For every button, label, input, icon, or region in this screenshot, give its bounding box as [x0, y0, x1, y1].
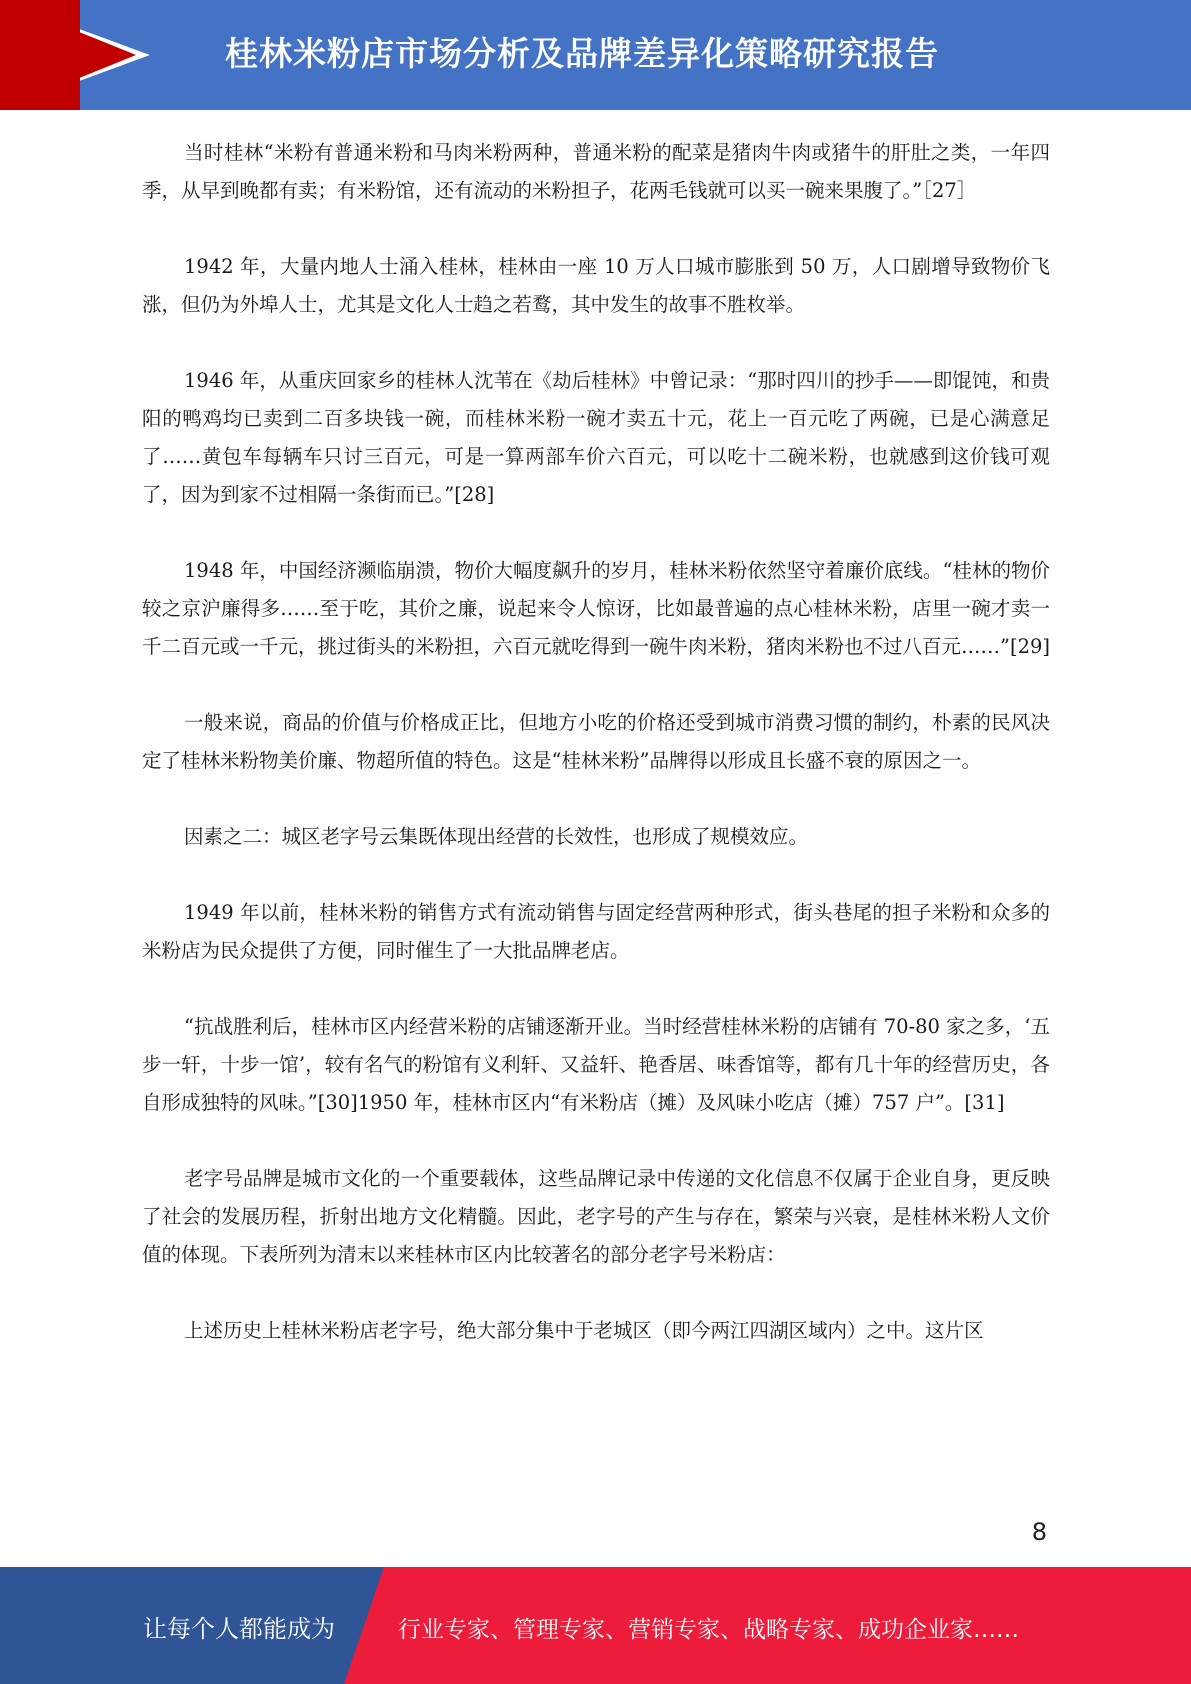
paragraph: 上述历史上桂林米粉店老字号，绝大部分集中于老城区（即今两江四湖区域内）之中。这片区 [184, 1319, 984, 1342]
paragraph: 1948 年，中国经济濒临崩溃，物价大幅度飙升的岁月，桂林米粉依然坚守着廉价底线。“桂林的物价较之京沪廉得多……至于吃，其价之廉，说起来令人惊讶，比如最普遍的点心桂林米粉，店里一碗才卖一千二百元或一千元，挑过街头的米粉担，六百元就吃得到一碗牛肉米粉，猪肉米粉也不过八百元……”[29] [142, 559, 1050, 658]
paragraph: 老字号品牌是城市文化的一个重要载体，这些品牌记录中传递的文化信息不仅属于企业自身，更反映了社会的发展历程，折射出地方文化精髓。因此，老字号的产生与存在，繁荣与兴衰，是桂林米粉人文价值的体现。下表所列为清末以来桂林市区内比较著名的部分老字号米粉店： [142, 1167, 1050, 1266]
page-footer-band [0, 1567, 1191, 1684]
page-header-band [0, 0, 1191, 110]
paragraph: “抗战胜利后，桂林市区内经营米粉的店铺逐渐开业。当时经营桂林米粉的店铺有 70-80 家之多，‘五步一轩，十步一馆’，较有名气的粉馆有义利轩、又益轩、艳香居、味香馆等，都有几十年的经营历史，各自形成独特的风味。”[30]1950 年，桂林市区内“有米粉店（摊）及风味小吃店（摊）757 户”。[31] [142, 1015, 1050, 1114]
document-body [142, 134, 1050, 1388]
paragraph: 1946 年，从重庆回家乡的桂林人沈苇在《劫后桂林》中曾记录：“那时四川的抄手——即馄饨，和贵阳的鸭鸡均已卖到二百多块钱一碗，而桂林米粉一碗才卖五十元，花上一百元吃了两碗，已是心满意足了……黄包车每辆车只讨三百元，可是一算两部车价六百元，可以吃十二碗米粉，也就感到这价钱可观了，因为到家不过相隔一条街而已。”[28] [142, 369, 1050, 506]
paragraph: 因素之二：城区老字号云集既体现出经营的长效性，也形成了规模效应。 [184, 825, 809, 848]
page-number: 8 [1031, 1518, 1047, 1546]
paragraph: 1949 年以前，桂林米粉的销售方式有流动销售与固定经营两种形式，街头巷尾的担子米粉和众多的米粉店为民众提供了方便，同时催生了一大批品牌老店。 [142, 901, 1050, 962]
footer-slogan-left: 让每个人都能成为 [143, 1615, 335, 1643]
paragraph: 当时桂林“米粉有普通米粉和马肉米粉两种，普通米粉的配菜是猪肉牛肉或猪牛的肝肚之类，一年四季，从早到晚都有卖；有米粉馆，还有流动的米粉担子，花两毛钱就可以买一碗来果腹了。”［27］ [142, 141, 1050, 202]
report-title: 桂林米粉店市场分析及品牌差异化策略研究报告 [225, 34, 939, 73]
header-red-block [0, 0, 80, 110]
paragraph: 1942 年，大量内地人士涌入桂林，桂林由一座 10 万人口城市膨胀到 50 万，人口剧增导致物价飞涨，但仍为外埠人士，尤其是文化人士趋之若鹜，其中发生的故事不胜枚举。 [142, 255, 1050, 316]
footer-slogan-right: 行业专家、管理专家、营销专家、战略专家、成功企业家…… [398, 1617, 1019, 1643]
paragraph: 一般来说，商品的价值与价格成正比，但地方小吃的价格还受到城市消费习惯的制约，朴素的民风决定了桂林米粉物美价廉、物超所值的特色。这是“桂林米粉”品牌得以形成且长盛不衰的原因之一。 [142, 711, 1050, 772]
